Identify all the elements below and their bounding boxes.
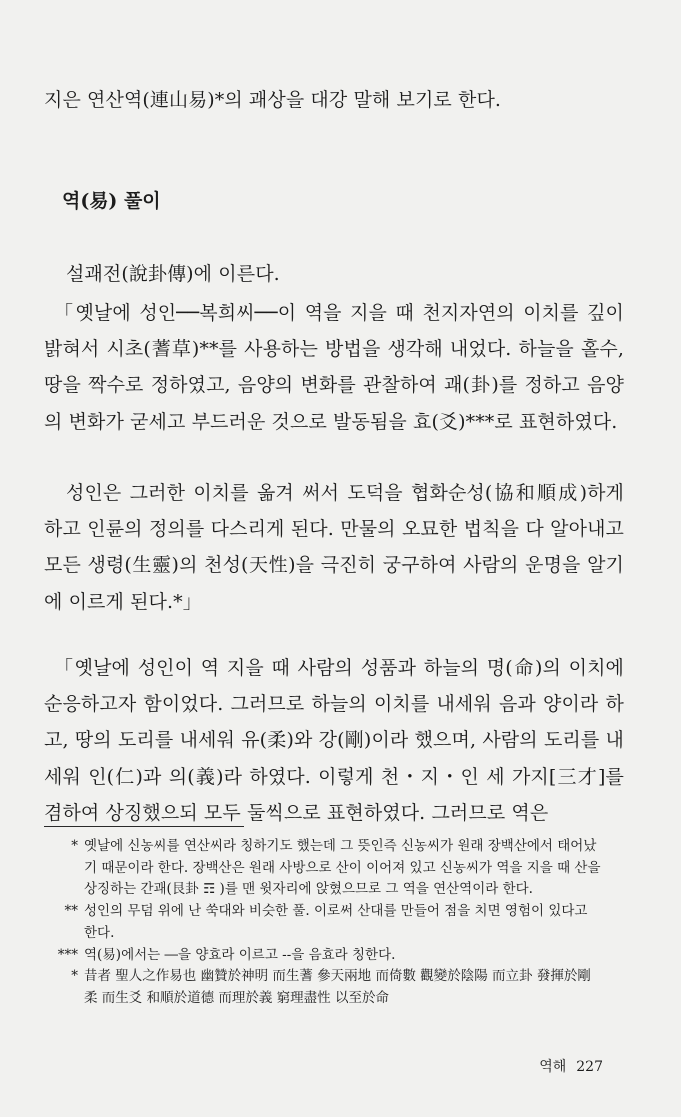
page-number: 227 — [576, 1059, 603, 1075]
intro-line: 설괘전(說卦傳)에 이른다. — [66, 263, 280, 285]
footnote-text: 昔者 聖人之作易也 幽贊於神明 而生蓍 參天兩地 而倚數 觀變於陰陽 而立卦 發揮於剛柔 而生爻 和順於道德 而理於義 窮理盡性 以至於命 — [84, 968, 591, 1006]
quote2-paragraph: 「옛날에 성인이 역 지을 때 사람의 성품과 하늘의 명(命)의 이치에 순응하고자 함이었다. 그러므로 하늘의 이치를 내세워 음과 양이라 하고, 땅의 도리를 내세워 유(柔)와 강(剛)이라 했으며, 사람의 도리를 내세워 인(仁)과 의(義)라 하였다. 이렇게 천・지・인 세 가지[三才]를 겸하여 상징했으되 모두 둘씩으로 표현하였다. 그러므로 역은 — [44, 657, 624, 824]
footnote-text: 옛날에 신농씨를 연산씨라 칭하기도 했는데 그 뜻인즉 신농씨가 원래 장백산에서 태어났기 때문이라 한다. 장백산은 원래 사방으로 산이 이어져 있고 신농씨가 역을 지을 때 산을 상징하는 간괘(艮卦 ☶ )를 맨 윗자리에 앉혔으므로 그 역을 연산역이라 한다. — [84, 838, 601, 898]
footnote-mark: *** — [57, 946, 78, 963]
footnote-item — [44, 836, 604, 901]
footnote-item — [44, 966, 604, 1009]
opening-line: 지은 연산역(連山易)*의 괘상을 대강 말해 보기로 한다. — [44, 89, 502, 111]
footnote-list — [44, 836, 604, 1010]
quote1-paragraph2: 성인은 그러한 이치를 옮겨 써서 도덕을 협화순성(協和順成)하게 하고 인륜의 정의를 다스리게 된다. 만물의 오묘한 법칙을 다 알아내고 모든 생령(生靈)의 천성(天性)을 극진히 궁구하여 사람의 운명을 알기에 이르게 된다.*」 — [44, 482, 624, 613]
running-footer: 역해 — [539, 1059, 567, 1075]
footnote-item — [44, 945, 604, 967]
footnote-item — [44, 901, 604, 944]
section-heading: 역(易) 풀이 — [62, 190, 161, 212]
footnote-mark: ** — [64, 903, 78, 920]
page-footer — [539, 1056, 603, 1076]
footnote-text: 역(易)에서는 ―을 양효라 이르고 --을 음효라 칭한다. — [84, 946, 396, 963]
footnote-mark: * — [71, 968, 78, 985]
footnote-divider — [44, 826, 244, 827]
quote1-paragraph1: 「옛날에 성인──복희씨──이 역을 지을 때 천지자연의 이치를 깊이 밝혀서 시초(蓍草)**를 사용하는 방법을 생각해 내었다. 하늘을 홀수, 땅을 짝수로 정하였고, 음양의 변화를 관찰하여 괘(卦)를 정하고 음양의 변화가 굳세고 부드러운 것으로 발동됨을 효(爻)***로 표현하였다. — [44, 302, 624, 433]
footnote-text: 성인의 무덤 위에 난 쑥대와 비슷한 풀. 이로써 산대를 만들어 점을 치면 영험이 있다고 한다. — [84, 903, 588, 941]
footnote-mark: * — [71, 838, 78, 854]
